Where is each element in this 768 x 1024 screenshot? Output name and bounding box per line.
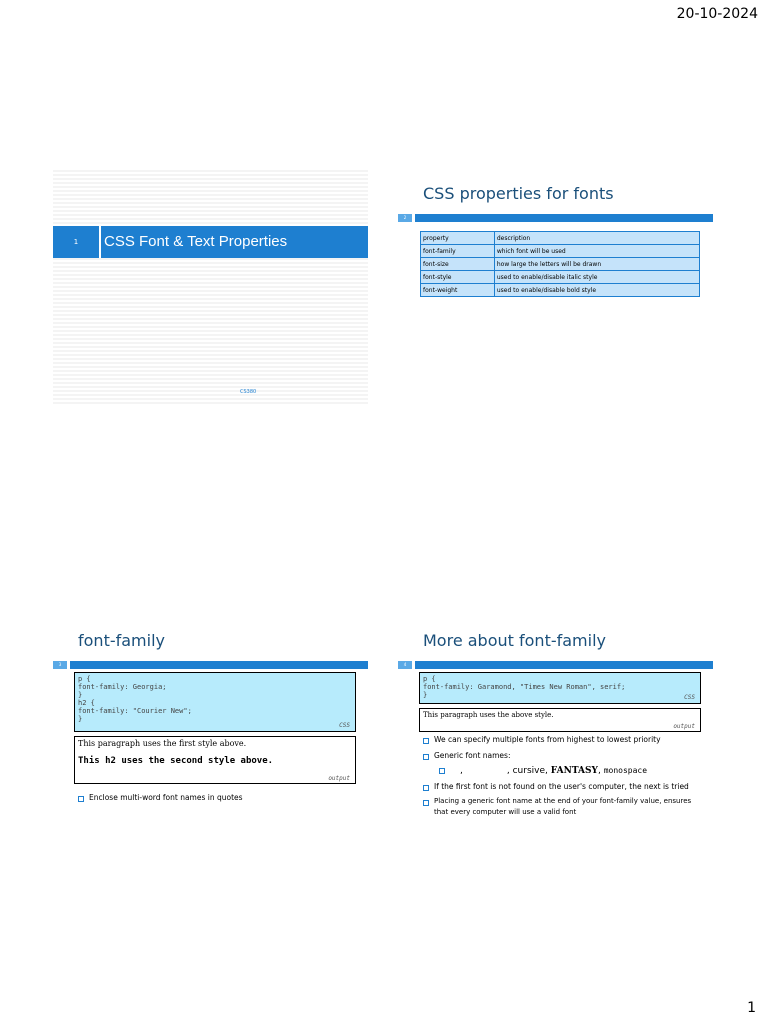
- title-bar: [53, 661, 368, 669]
- code-line: h2 {: [78, 699, 95, 707]
- slide-title: CSS Font & Text Properties: [104, 233, 288, 250]
- output-label: output: [328, 775, 350, 782]
- bar-gap: [412, 214, 415, 222]
- table-cell: how large the letters will be drawn: [494, 258, 699, 271]
- bullet-item: Placing a generic font name at the end of your font-family value, ensures that every computer will use a valid font: [422, 796, 702, 818]
- code-line: p {: [78, 675, 91, 683]
- table-cell: font-size: [421, 258, 495, 271]
- css-code-box: [74, 672, 356, 732]
- title-separator: [99, 226, 101, 258]
- bullet-item: Generic font names:: [422, 750, 702, 762]
- table-cell: used to enable/disable bold style: [494, 284, 699, 297]
- bar-gap: [412, 661, 415, 669]
- slide-number: 2: [398, 214, 412, 222]
- slide-2: [398, 170, 713, 406]
- output-heading: This h2 uses the second style above.: [78, 756, 274, 766]
- font-properties-table: [420, 231, 700, 297]
- slide-1: [53, 170, 368, 406]
- title-band: [53, 226, 368, 258]
- table-cell: which font will be used: [494, 245, 699, 258]
- header-cell: property: [421, 232, 495, 245]
- output-label: output: [673, 723, 695, 730]
- table-row: [421, 271, 700, 284]
- table-cell: font-family: [421, 245, 495, 258]
- css-code-box: [419, 672, 701, 704]
- code-line: font-family: Garamond, "Times New Roman", serif;: [423, 683, 626, 691]
- bullet-item: If the first font is not found on the user's computer, the next is tried: [422, 781, 702, 793]
- output-paragraph: This paragraph uses the first style above.: [78, 739, 247, 748]
- table-cell: used to enable/disable italic style: [494, 271, 699, 284]
- slide-3: [53, 617, 368, 853]
- bar-gap: [67, 661, 70, 669]
- code-label: CSS: [684, 694, 695, 701]
- table-row: [421, 284, 700, 297]
- slide-title: font-family: [78, 631, 165, 650]
- code-line: p {: [423, 675, 436, 683]
- table-cell: font-weight: [421, 284, 495, 297]
- code-line: font-family: Georgia;: [78, 683, 167, 691]
- table-header-row: [421, 232, 700, 245]
- code-line: }: [78, 691, 83, 699]
- slide-number: 4: [398, 661, 412, 669]
- slide-title: CSS properties for fonts: [423, 184, 614, 203]
- header-cell: description: [494, 232, 699, 245]
- page-number: 1: [747, 1000, 756, 1016]
- title-bar: [398, 661, 713, 669]
- bullet-item: Enclose multi-word font names in quotes: [77, 792, 357, 804]
- monospace-sample: monospace: [603, 766, 648, 775]
- code-line: }: [423, 691, 428, 699]
- slide-title: More about font-family: [423, 631, 606, 650]
- fantasy-sample: FANTASY: [550, 766, 598, 776]
- code-label: CSS: [339, 722, 350, 729]
- output-box: [419, 708, 701, 732]
- output-box: [74, 736, 356, 784]
- bullet-list: [77, 792, 357, 804]
- page-date: 20-10-2024: [676, 6, 758, 22]
- code-line: }: [78, 715, 83, 723]
- slide-4: [398, 617, 713, 853]
- slide-footer: CS380: [240, 389, 257, 395]
- separator: ,: [597, 766, 601, 776]
- slide-number: 3: [53, 661, 67, 669]
- output-paragraph: This paragraph uses the above style.: [423, 711, 554, 719]
- slide-number: 1: [73, 238, 79, 246]
- table-row: [421, 258, 700, 271]
- bullet-list: [422, 734, 702, 818]
- code-line: font-family: "Courier New";: [78, 707, 192, 715]
- table-row: [421, 245, 700, 258]
- title-bar: [398, 214, 713, 222]
- separator: ,: [460, 766, 463, 776]
- separator: , cursive,: [506, 766, 548, 776]
- bullet-item: We can specify multiple fonts from highest to lowest priority: [422, 734, 702, 746]
- generic-font-names: [422, 764, 702, 778]
- table-cell: font-style: [421, 271, 495, 284]
